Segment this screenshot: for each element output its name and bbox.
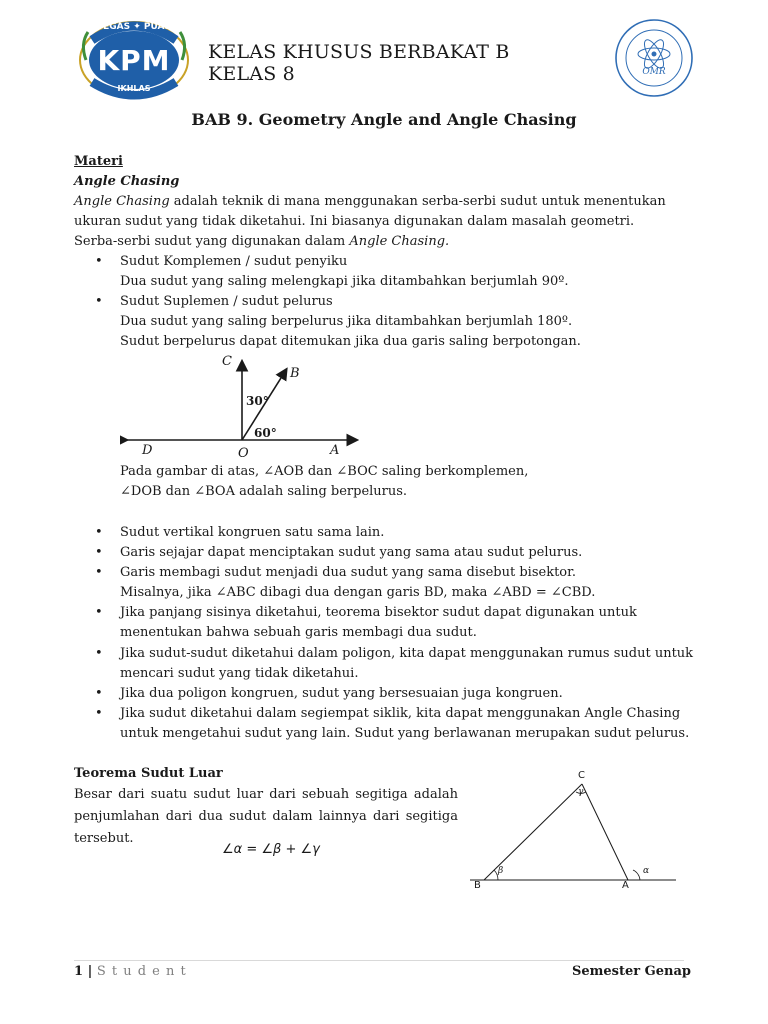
diagram1-label-a: A bbox=[330, 443, 340, 458]
bullet-komplemen-desc: Dua sudut yang saling melengkapi jika ditambahkan berjumlah 90º. bbox=[120, 274, 569, 289]
bullet-dot: • bbox=[95, 525, 103, 540]
bullet-dot: • bbox=[95, 686, 103, 701]
intro-line3-text: Serba-serbi sudut yang digunakan dalam bbox=[74, 234, 350, 249]
bullet-bisektor-example: Misalnya, jika ∠ABC dibagi dua dengan garis BD, maka ∠ABD = ∠CBD. bbox=[120, 585, 596, 600]
footer-separator: | bbox=[83, 964, 97, 979]
omr-logo bbox=[614, 18, 694, 98]
triangle-diagram bbox=[468, 770, 682, 894]
bullet-komplemen-title: Sudut Komplemen / sudut penyiku bbox=[120, 254, 348, 269]
diagram1-label-o: O bbox=[238, 446, 249, 461]
diagram1-angle-30: 30° bbox=[246, 394, 269, 408]
diagram1-explanation-1: Pada gambar di atas, ∠AOB dan ∠BOC saling berkomplemen, bbox=[120, 464, 529, 479]
intro-line1 bbox=[74, 192, 666, 212]
bullet-sejajar: Garis sejajar dapat menciptakan sudut yang sama atau sudut pelurus. bbox=[120, 545, 583, 560]
bullet-suplemen-title: Sudut Suplemen / sudut pelurus bbox=[120, 294, 333, 309]
bullet-siklik-2: untuk mengetahui sudut yang lain. Sudut yang berlawanan merupakan sudut pelurus. bbox=[120, 726, 690, 741]
header-title-line1: KELAS KHUSUS BERBAKAT B bbox=[208, 41, 510, 63]
bullet-teorema-bisektor-2: menentukan bahwa sebuah garis membagi dua sudut. bbox=[120, 625, 477, 640]
bullet-dot: • bbox=[95, 605, 103, 620]
footer-divider bbox=[74, 960, 684, 961]
intro-line1-rest: adalah teknik di mana menggunakan serba-serbi sudut untuk menentukan bbox=[169, 194, 666, 209]
intro-line3 bbox=[74, 232, 449, 252]
triangle-label-a: A bbox=[622, 880, 629, 891]
teorema-body: Besar dari suatu sudut luar dari sebuah segitiga adalah penjumlahan dari dua sudut dalam lainnya dari segitiga tersebut. bbox=[74, 787, 458, 846]
teorema-heading: Teorema Sudut Luar bbox=[74, 766, 223, 781]
diagram1-angle-60: 60° bbox=[254, 426, 277, 440]
bullet-poligon-2: mencari sudut yang tidak diketahui. bbox=[120, 666, 359, 681]
footer-left bbox=[74, 964, 187, 979]
kpm-logo-bottom-text: IKHLAS bbox=[117, 84, 151, 93]
chapter-title: BAB 9. Geometry Angle and Angle Chasing bbox=[191, 110, 577, 129]
bullet-dot: • bbox=[95, 646, 103, 661]
bullet-suplemen-note: Sudut berpelurus dapat ditemukan jika dua garis saling berpotongan. bbox=[120, 334, 581, 349]
bullet-dot: • bbox=[95, 545, 103, 560]
bullet-dot: • bbox=[95, 565, 103, 580]
diagram1-label-d: D bbox=[142, 443, 153, 458]
bullet-dot: • bbox=[95, 706, 103, 721]
diagram1-label-c: C bbox=[222, 354, 232, 369]
teorema-formula: ∠α = ∠β + ∠γ bbox=[222, 842, 320, 857]
omr-logo-text: OMR bbox=[642, 67, 666, 77]
angle-diagram bbox=[120, 352, 370, 462]
footer-student-label: S t u d e n t bbox=[96, 964, 187, 979]
materi-subheading: Angle Chasing bbox=[74, 174, 180, 189]
triangle-label-c: C bbox=[578, 770, 585, 781]
bullet-dot: • bbox=[95, 254, 103, 269]
materi-heading: Materi bbox=[74, 154, 123, 169]
intro-line3-term: Angle Chasing. bbox=[349, 234, 450, 249]
triangle-label-b: B bbox=[474, 880, 481, 891]
page-number: 1 bbox=[74, 964, 84, 979]
kpm-logo-top-text: TEGAS ✦ PUAS bbox=[96, 22, 171, 32]
kpm-logo-center-text: KPM bbox=[97, 44, 171, 77]
bullet-bisektor: Garis membagi sudut menjadi dua sudut yang sama disebut bisektor. bbox=[120, 565, 577, 580]
bullet-suplemen-desc: Dua sudut yang saling berpelurus jika ditambahkan berjumlah 180º. bbox=[120, 314, 573, 329]
bullet-siklik: Jika sudut diketahui dalam segiempat siklik, kita dapat menggunakan Angle Chasing bbox=[120, 706, 681, 721]
bullet-teorema-bisektor: Jika panjang sisinya diketahui, teorema bisektor sudut dapat digunakan untuk bbox=[120, 605, 637, 620]
triangle-label-gamma: γ bbox=[578, 787, 584, 797]
bullet-kongruen: Jika dua poligon kongruen, sudut yang bersesuaian juga kongruen. bbox=[120, 686, 563, 701]
kpm-logo bbox=[78, 18, 190, 100]
triangle-label-beta: β bbox=[498, 866, 504, 876]
footer-semester: Semester Genap bbox=[572, 964, 691, 979]
intro-line2: ukuran sudut yang tidak diketahui. Ini biasanya digunakan dalam masalah geometri. bbox=[74, 214, 635, 229]
diagram1-label-b: B bbox=[290, 366, 300, 381]
triangle-label-alpha: α bbox=[643, 866, 650, 876]
bullet-dot: • bbox=[95, 294, 103, 309]
bullet-vertikal: Sudut vertikal kongruen satu sama lain. bbox=[120, 525, 385, 540]
intro-term: Angle Chasing bbox=[74, 194, 170, 209]
header-title-line2: KELAS 8 bbox=[208, 63, 295, 85]
diagram1-explanation-2: ∠DOB dan ∠BOA adalah saling berpelurus. bbox=[120, 484, 408, 499]
bullet-poligon: Jika sudut-sudut diketahui dalam poligon, kita dapat menggunakan rumus sudut untuk bbox=[120, 646, 694, 661]
